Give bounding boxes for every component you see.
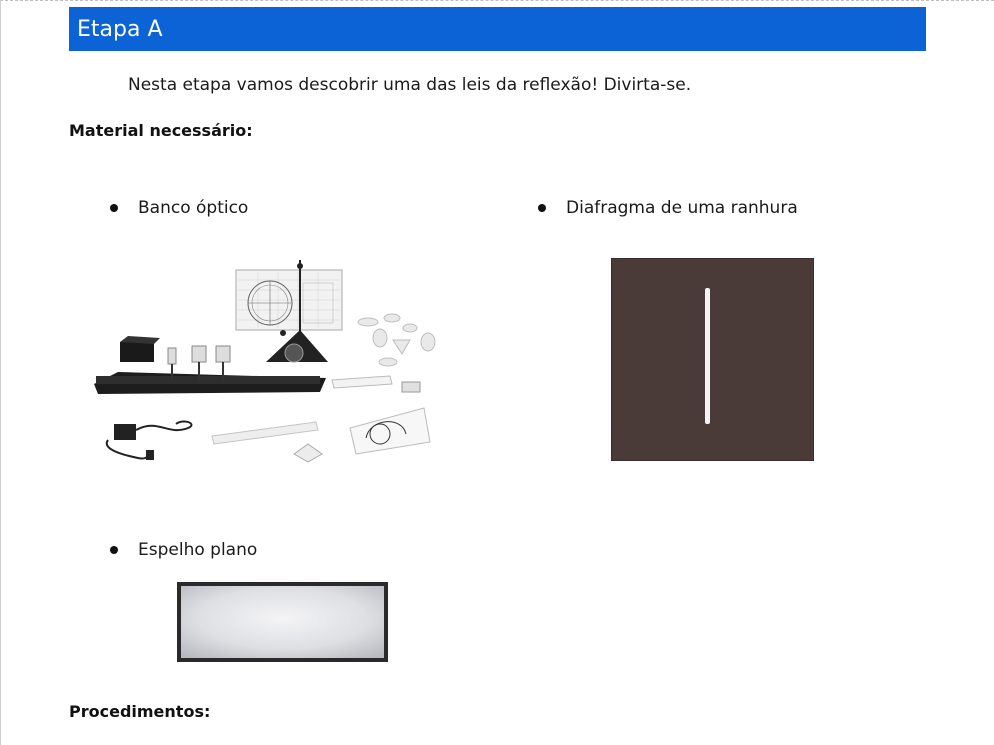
page-top-border	[0, 0, 994, 3]
diaphragm-image	[611, 258, 814, 461]
list-item-label: Diafragma de uma ranhura	[566, 198, 798, 218]
list-item-optical-bench	[110, 198, 248, 218]
page-left-border	[0, 0, 1, 745]
single-slit-diaphragm-illustration	[611, 258, 814, 461]
procedures-heading: Procedimentos:	[69, 702, 211, 721]
materials-heading: Material necessário:	[69, 121, 253, 140]
plane-mirror-illustration	[177, 582, 388, 662]
bullet-dot	[538, 204, 546, 212]
list-item-diaphragm	[538, 198, 798, 218]
list-item-label: Banco óptico	[138, 198, 249, 218]
optical-bench-illustration	[88, 258, 448, 470]
plane-mirror-image	[177, 582, 388, 662]
intro-paragraph: Nesta etapa vamos descobrir uma das leis da reflexão! Divirta-se.	[128, 75, 692, 95]
section-header	[69, 7, 926, 51]
section-title: Etapa A	[77, 16, 163, 42]
list-item-label: Espelho plano	[138, 540, 258, 560]
bullet-dot	[110, 204, 118, 212]
bullet-dot	[110, 546, 118, 554]
list-item-plane-mirror	[110, 540, 257, 560]
optical-bench-image	[88, 258, 448, 470]
